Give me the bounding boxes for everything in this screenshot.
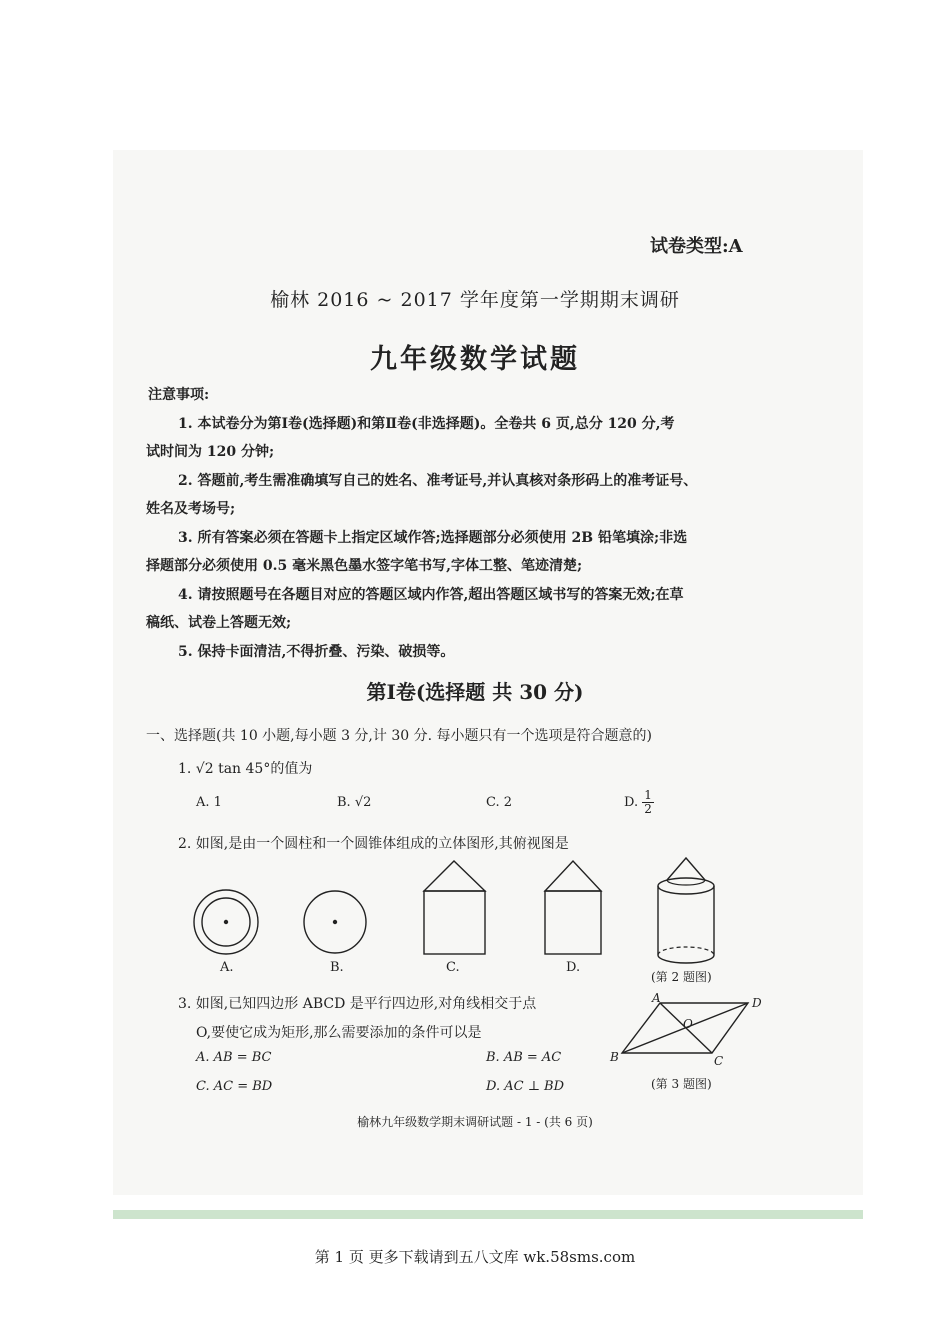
question-3-stem-line2: O,要使它成为矩形,那么需要添加的条件可以是	[196, 1025, 482, 1041]
q2-label-d: D.	[566, 960, 581, 975]
exam-title: 九年级数学试题	[370, 344, 580, 375]
q3-point-a: A	[652, 991, 661, 1005]
page-footer: 榆林九年级数学期末调研试题 - 1 - (共 6 页)	[357, 1115, 593, 1129]
q2-figure-caption: (第 2 题图)	[651, 970, 712, 984]
notice-line: 1. 本试卷分为第Ⅰ卷(选择题)和第Ⅱ卷(非选择题)。全卷共 6 页,总分 120 分,考	[178, 416, 675, 432]
q2-option-a-figure	[194, 890, 258, 954]
section-title: 第Ⅰ卷(选择题 共 30 分)	[366, 680, 584, 704]
notice-line: 稿纸、试卷上答题无效;	[146, 615, 292, 631]
q1-option-c: C. 2	[486, 795, 513, 810]
q3-figure-caption: (第 3 题图)	[651, 1077, 712, 1091]
q3-point-d: D	[752, 996, 762, 1010]
question-2-stem: 2. 如图,是由一个圆柱和一个圆锥体组成的立体图形,其俯视图是	[178, 836, 569, 852]
notice-line: 择题部分必须使用 0.5 毫米黑色墨水签字笔书写,字体工整、笔迹清楚;	[146, 558, 583, 574]
q3-point-o: O	[683, 1017, 693, 1031]
site-footer: 第 1 页 更多下载请到五八文库 wk.58sms.com	[314, 1248, 636, 1266]
q1-option-b: B. √2	[337, 795, 372, 810]
q3-point-c: C	[714, 1054, 724, 1068]
question-3-stem-line1: 3. 如图,已知四边形 ABCD 是平行四边形,对角线相交于点	[178, 996, 537, 1012]
q1-option-a: A. 1	[196, 795, 222, 810]
q2-label-c: C.	[446, 960, 460, 975]
q2-solid-figure	[658, 858, 714, 963]
fraction-denominator: 2	[644, 802, 652, 816]
footer-divider	[113, 1210, 863, 1219]
q3-point-b: B	[610, 1050, 619, 1064]
q3-option-c: C. AC = BD	[196, 1079, 273, 1094]
q2-option-c-figure	[424, 861, 485, 954]
q3-option-b: B. AB = AC	[486, 1050, 562, 1065]
notice-line: 4. 请按照题号在各题目对应的答题区域内作答,超出答题区域书写的答案无效;在草	[178, 587, 684, 603]
notice-line: 3. 所有答案必须在答题卡上指定区域作答;选择题部分必须使用 2B 铅笔填涂;非选	[178, 530, 688, 546]
notice-line: 5. 保持卡面清洁,不得折叠、污染、破损等。	[178, 644, 455, 660]
exam-subtitle: 榆林 2016 ~ 2017 学年度第一学期期末调研	[270, 289, 680, 311]
paper-type-label: 试卷类型:A	[650, 236, 743, 257]
notice-line: 2. 答题前,考生需准确填写自己的姓名、准考证号,并认真核对条形码上的准考证号、	[178, 473, 698, 489]
question-1-stem: 1. √2 tan 45°的值为	[178, 761, 313, 777]
section-instruction: 一、选择题(共 10 小题,每小题 3 分,计 30 分. 每小题只有一个选项是符合题意的)	[146, 728, 652, 744]
q3-option-a: A. AB = BC	[196, 1050, 272, 1065]
fraction-numerator: 1	[644, 788, 652, 802]
q2-option-b-figure	[304, 891, 366, 953]
notice-line: 姓名及考场号;	[146, 501, 236, 517]
notice-line: 试时间为 120 分钟;	[146, 444, 275, 460]
q1-option-d-label: D.	[624, 795, 639, 810]
notice-heading: 注意事项:	[148, 387, 210, 403]
q2-label-a: A.	[220, 960, 234, 975]
q2-label-b: B.	[330, 960, 344, 975]
q3-option-d: D. AC ⊥ BD	[486, 1079, 565, 1094]
q2-option-d-figure	[545, 861, 601, 954]
